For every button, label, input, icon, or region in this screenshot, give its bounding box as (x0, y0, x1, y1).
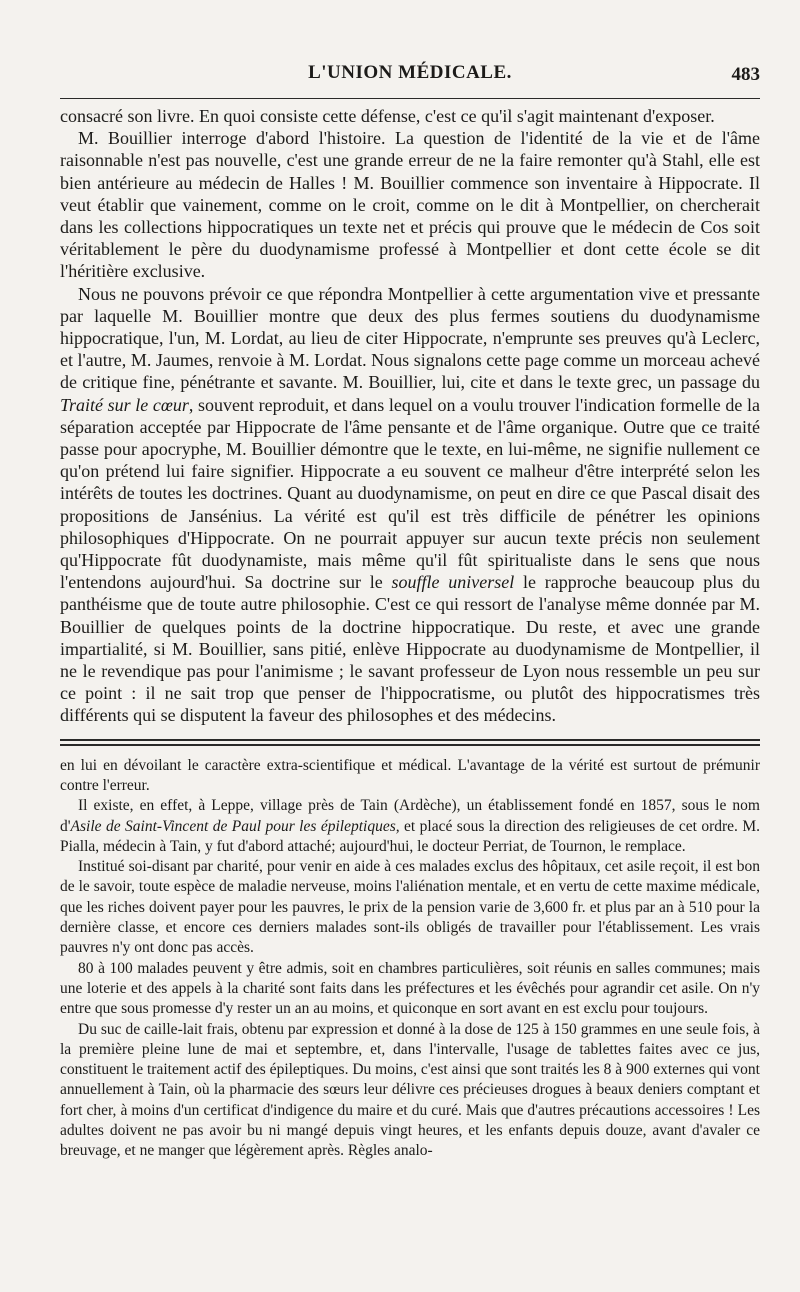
running-head (60, 62, 760, 88)
note-paragraph-4: 80 à 100 malades peuvent y être admis, soit en chambres particulières, soit réunis en salles communes; mais une loterie et des appels à la charité sont faits dans les préfectures et les évêchés pour agrandir cet asile. On n'y entre que sous promesse d'y rester un an au moins, et quiconque en sort avant en est exclu pour toujours. (60, 959, 760, 1018)
treatise-title: Traité sur le cœur (60, 394, 189, 415)
paragraph-3 (60, 283, 760, 727)
note-paragraph-2-part-2: et placé sous la direction des religieuses de cet ordre. M. Pialla, médecin à Tain, y fut d'abord attaché; aujourd'hui, le docteur Perriat, de Tournon, le remplace. (60, 817, 760, 855)
note-paragraph-5: Du suc de caille-lait frais, obtenu par expression et donné à la dose de 125 à 150 grammes en une seule fois, à la première pleine lune de mai et septembre, et, dans l'intervalle, l'usage de tablettes faites avec ce jus, constituent le traitement actif des épileptiques. Du moins, c'est ainsi que sont traités les 8 à 900 externes qui vont annuellement à Tain, où la pharmacie des sœurs leur délivre ces précieuses drogues à beaux deniers comptant et fort cher, à moins d'un certificat d'indigence du maire et du curé. Mais que d'autres précautions accessoires ! Les adultes doivent ne pas avoir bu ni mangé depuis vingt heures, et les enfants depuis douze, avant d'avaler ce breuvage, et ne manger que légèrement après. Règles analo- (60, 1020, 760, 1160)
note-paragraph-3: Institué soi-disant par charité, pour venir en aide à ces malades exclus des hôpitaux, cet asile reçoit, il est bon de le savoir, toute espèce de maladie nerveuse, moins l'aliénation mentale, et en vertu de cette maxime médicale, que les riches doivent payer pour les pauvres, le prix de la pension varie de 3,600 fr. et plus par an à 510 pour la dernière classe, et encore ces derniers malades sont-ils obligés de travailler pour l'établissement. Les vrais pauvres n'y ont donc pas accès. (60, 858, 760, 957)
paragraph-3-part-1: Nous ne pouvons prévoir ce que répondra Montpellier à cette argumentation vive et pressante par laquelle M. Bouillier montre que deux des plus fermes soutiens du duodynamisme hippocratique, l'un, M. Lordat, au lieu de citer Hippocrate, n'emprunte ses preuves qu'à Leclerc, et l'autre, M. Jaumes, renvoie à M. Lordat. Nous signalons cette page comme un morceau achevé de critique fine, pénétrante et savante. M. Bouillier, lui, cite et dans le texte grec, un passage du (60, 283, 760, 393)
section-divider (60, 739, 760, 746)
note-paragraph-2 (60, 796, 760, 857)
running-title: L'UNION MÉDICALE. (308, 62, 512, 83)
divider-line-top (60, 739, 760, 741)
note-paragraph-1: en lui en dévoilant le caractère extra-scientifique et médical. L'avantage de la vérité est surtout de prémunir contre l'erreur. (60, 756, 760, 794)
note-paragraph-2-part-1: Il existe, en effet, à Leppe, village près de Tain (Ardèche), un établissement fondé en 1857, sous le nom d' (60, 797, 760, 835)
divider-line-bottom (60, 744, 760, 746)
page (60, 62, 760, 1162)
header-rule (60, 98, 760, 99)
paragraph-3-part-2: , souvent reproduit, et dans lequel on a voulu trouver l'indication formelle de la séparation acceptée par Hippocrate de l'âme pensante et de l'âme organique. Outre que ce traité passe pour apocryphe, M. Bouillier démontre que le texte, en lui-même, ne signifie nullement ce qu'on prétend lui faire signifier. Hippocrate a eu souvent ce malheur d'être interprété selon les intérêts de toutes les doctrines. Quant au duodynamisme, on peut en dire ce que Pascal disait des propositions de Jansénius. La vérité est qu'il est très difficile de pénétrer les opinions philosophiques d'Hippocrate. On ne pourrait appuyer sur aucun texte précis non seulement qu'Hippocrate fût duodynamiste, mais même qu'il fût spiritualiste dans le sens que nous l'entendons aujourd'hui. Sa doctrine sur le (60, 394, 760, 593)
paragraph-3-part-3: le rapproche beaucoup plus du panthéisme que de toute autre philosophie. C'est ce qui ressort de l'analyse même donnée par M. Bouillier de quelques points de la doctrine hippocratique. Du reste, et avec une grande impartialité, si M. Bouillier, sans pitié, enlève Hippocrate au duodynamisme de Montpellier, il ne le revendique pas pour l'animisme ; le savant professeur de Lyon nous ressemble un peu sur ce point : il ne sait trop que penser de l'hippocratisme, ou plutôt des hippocratismes très différents qui se disputent la faveur des philosophes et des médecins. (60, 572, 761, 726)
paragraph-2: M. Bouillier interroge d'abord l'histoire. La question de l'identité de la vie et de l'âme raisonnable n'est pas nouvelle, c'est une grande erreur de ne la faire remonter qu'à Stahl, elle est bien antérieure au médecin de Halles ! M. Bouillier commence son inventaire à Hippocrate. Il veut établir que vainement, comme on le croit, comme on le dit à Montpellier, on chercherait dans les collections hippocratiques un texte net et précis qui prouve que le médecin de Cos soit véritablement le père du duodynamisme professé à Montpellier et dont cette école se dit l'héritière exclusive. (60, 128, 760, 282)
asylum-name: Asile de Saint-Vincent de Paul pour les épileptiques, (70, 817, 400, 835)
main-text (60, 105, 760, 727)
universal-breath-term: souffle universel (391, 572, 515, 593)
paragraph-1: consacré son livre. En quoi consiste cette défense, c'est ce qu'il s'agit maintenant d'exposer. (60, 106, 715, 126)
footnote-text (60, 756, 760, 1162)
page-number: 483 (731, 64, 760, 85)
